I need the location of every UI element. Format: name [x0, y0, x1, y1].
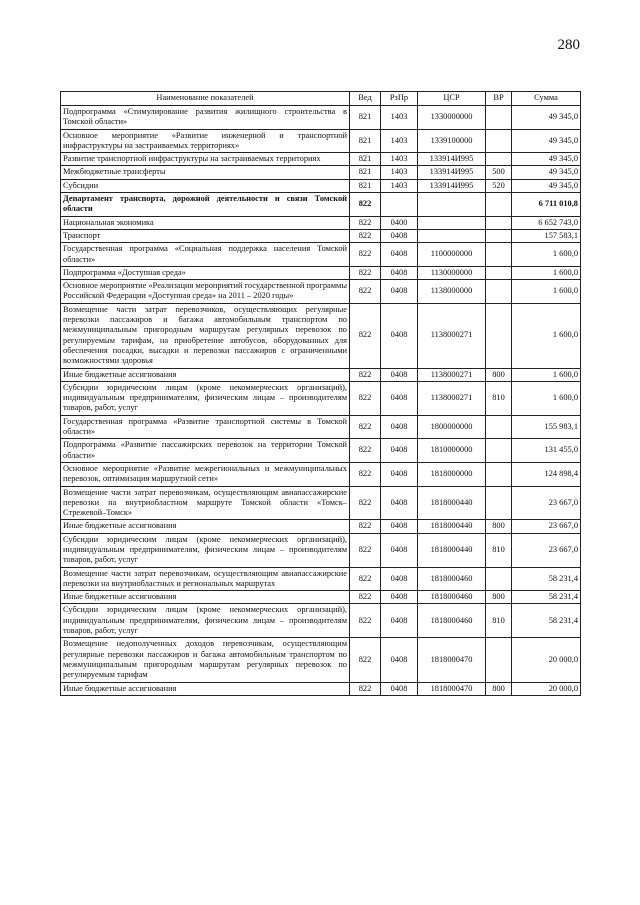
row-rzpr: 0408 [381, 591, 418, 604]
row-name: Возмещение недополученных доходов перевозчикам, осуществляющим регулярные перевозки пассажиров и багажа автомобильным транспортом по межмуниципальным пригородным маршрутам регулярных перевозок по регулируемым тарифам [61, 638, 350, 682]
row-vr: 800 [486, 520, 512, 533]
row-sum: 1 600,0 [512, 303, 581, 368]
table-row [61, 179, 581, 192]
header-sum: Сумма [512, 92, 581, 106]
header-name: Наименование показателей [61, 92, 350, 106]
row-vr [486, 229, 512, 242]
table-row [61, 439, 581, 463]
row-ved: 822 [350, 243, 381, 267]
row-csr [418, 229, 486, 242]
row-vr [486, 638, 512, 682]
row-name: Транспорт [61, 229, 350, 242]
row-rzpr: 1403 [381, 179, 418, 192]
row-csr: 1818000470 [418, 638, 486, 682]
row-vr [486, 193, 512, 217]
row-csr: 1339100000 [418, 129, 486, 153]
row-ved: 821 [350, 129, 381, 153]
row-vr: 810 [486, 604, 512, 638]
row-sum: 49 345,0 [512, 153, 581, 166]
row-vr [486, 567, 512, 591]
table-header [61, 92, 581, 106]
row-sum: 1 600,0 [512, 266, 581, 279]
row-csr: 1818000440 [418, 520, 486, 533]
row-vr: 810 [486, 533, 512, 567]
row-csr: 1818000470 [418, 682, 486, 695]
row-rzpr: 0408 [381, 280, 418, 304]
row-name: Субсидии юридическим лицам (кроме некоммерческих организаций), индивидуальным предпринимателям, физическим лицам – производителям товаров, работ, услуг [61, 604, 350, 638]
table-row [61, 229, 581, 242]
row-ved: 822 [350, 368, 381, 381]
row-rzpr: 1403 [381, 166, 418, 179]
row-rzpr: 0408 [381, 368, 418, 381]
table-row [61, 604, 581, 638]
row-csr: 1810000000 [418, 439, 486, 463]
row-rzpr: 0408 [381, 243, 418, 267]
row-vr [486, 486, 512, 520]
row-ved: 822 [350, 591, 381, 604]
row-rzpr: 0408 [381, 567, 418, 591]
row-ved: 822 [350, 533, 381, 567]
row-vr: 800 [486, 682, 512, 695]
table-row [61, 462, 581, 486]
row-name: Возмещение части затрат перевозчиков, осуществляющих регулярные перевозки пассажиров и багажа автомобильным транспортом по межмуниципальным пригородным маршрутам регулярных перевозок по регулируемым тарифам, на приобретение автобусов, оборудованных для обеспечения посадки, высадки и перевозки пассажиров с ограниченными возможностями здоровья [61, 303, 350, 368]
row-ved: 822 [350, 193, 381, 217]
table-row [61, 415, 581, 439]
row-ved: 822 [350, 381, 381, 415]
row-csr: 1138000271 [418, 381, 486, 415]
row-sum: 157 583,1 [512, 229, 581, 242]
table-row [61, 243, 581, 267]
page-number: 280 [557, 37, 580, 53]
row-name: Межбюджетные трансферты [61, 166, 350, 179]
row-sum: 49 345,0 [512, 179, 581, 192]
row-ved: 821 [350, 153, 381, 166]
row-csr [418, 193, 486, 217]
row-csr: 1138000271 [418, 303, 486, 368]
row-vr [486, 415, 512, 439]
table-row [61, 486, 581, 520]
row-sum: 20 000,0 [512, 682, 581, 695]
row-vr [486, 303, 512, 368]
row-name: Иные бюджетные ассигнования [61, 368, 350, 381]
row-name: Департамент транспорта, дорожной деятельности и связи Томской области [61, 193, 350, 217]
row-name: Развитие транспортной инфраструктуры на застраиваемых территориях [61, 153, 350, 166]
row-csr: 1330000000 [418, 106, 486, 130]
row-sum: 49 345,0 [512, 166, 581, 179]
row-name: Субсидии юридическим лицам (кроме некоммерческих организаций), индивидуальным предпринимателям, физическим лицам – производителям товаров, работ, услуг [61, 533, 350, 567]
row-name: Субсидии юридическим лицам (кроме некоммерческих организаций), индивидуальным предпринимателям, физическим лицам – производителям товаров, работ, услуг [61, 381, 350, 415]
row-rzpr: 0408 [381, 604, 418, 638]
row-csr: 1800000000 [418, 415, 486, 439]
header-rzpr: РзПр [381, 92, 418, 106]
row-sum: 131 455,0 [512, 439, 581, 463]
row-ved: 822 [350, 439, 381, 463]
table-row [61, 381, 581, 415]
row-vr [486, 243, 512, 267]
row-name: Государственная программа «Развитие транспортной системы в Томской области» [61, 415, 350, 439]
row-name: Подпрограмма «Стимулирование развития жилищного строительства в Томской области» [61, 106, 350, 130]
row-ved: 822 [350, 266, 381, 279]
row-csr: 1818000440 [418, 486, 486, 520]
row-ved: 822 [350, 567, 381, 591]
table-row [61, 153, 581, 166]
header-row [61, 92, 581, 106]
row-csr: 133914И995 [418, 166, 486, 179]
row-name: Подпрограмма «Развитие пассажирских перевозок на территории Томской области» [61, 439, 350, 463]
row-rzpr: 0408 [381, 229, 418, 242]
row-csr: 1818000000 [418, 462, 486, 486]
row-rzpr: 0408 [381, 303, 418, 368]
row-csr: 1130000000 [418, 266, 486, 279]
row-rzpr: 0408 [381, 462, 418, 486]
table-row [61, 280, 581, 304]
row-sum: 23 667,0 [512, 486, 581, 520]
row-ved: 822 [350, 520, 381, 533]
row-sum: 23 667,0 [512, 533, 581, 567]
row-sum: 20 000,0 [512, 638, 581, 682]
row-vr [486, 439, 512, 463]
table-row [61, 682, 581, 695]
row-ved: 821 [350, 106, 381, 130]
row-vr [486, 266, 512, 279]
row-sum: 23 667,0 [512, 520, 581, 533]
row-vr [486, 106, 512, 130]
budget-table [60, 91, 581, 696]
row-vr: 800 [486, 591, 512, 604]
row-rzpr: 0408 [381, 415, 418, 439]
row-sum: 6 652 743,0 [512, 216, 581, 229]
row-name: Возмещение части затрат перевозчикам, осуществляющим авиапассажирские перевозки на внутриобластных и региональных маршрутах [61, 567, 350, 591]
table-row [61, 567, 581, 591]
row-sum: 58 231,4 [512, 567, 581, 591]
row-csr: 1138000271 [418, 368, 486, 381]
table-row [61, 266, 581, 279]
row-csr [418, 216, 486, 229]
header-vr: ВР [486, 92, 512, 106]
table-row [61, 106, 581, 130]
row-name: Иные бюджетные ассигнования [61, 591, 350, 604]
row-sum: 49 345,0 [512, 129, 581, 153]
row-vr: 520 [486, 179, 512, 192]
row-rzpr: 0408 [381, 439, 418, 463]
row-sum: 1 600,0 [512, 243, 581, 267]
row-rzpr: 0408 [381, 682, 418, 695]
row-ved: 821 [350, 166, 381, 179]
row-ved: 822 [350, 280, 381, 304]
row-vr [486, 462, 512, 486]
table-row [61, 520, 581, 533]
row-name: Государственная программа «Социальная поддержка населения Томской области» [61, 243, 350, 267]
row-ved: 822 [350, 682, 381, 695]
row-sum: 124 898,4 [512, 462, 581, 486]
row-csr: 133914И995 [418, 179, 486, 192]
row-name: Национальная экономика [61, 216, 350, 229]
row-vr [486, 129, 512, 153]
row-rzpr: 0408 [381, 266, 418, 279]
table-row [61, 166, 581, 179]
row-rzpr: 1403 [381, 153, 418, 166]
row-rzpr [381, 193, 418, 217]
row-vr: 500 [486, 166, 512, 179]
table-row [61, 193, 581, 217]
table-row [61, 216, 581, 229]
row-ved: 822 [350, 229, 381, 242]
row-name: Подпрограмма «Доступная среда» [61, 266, 350, 279]
row-ved: 822 [350, 303, 381, 368]
row-csr: 1100000000 [418, 243, 486, 267]
row-ved: 822 [350, 415, 381, 439]
row-csr: 1818000440 [418, 533, 486, 567]
row-csr: 1818000460 [418, 604, 486, 638]
row-sum: 1 600,0 [512, 368, 581, 381]
row-sum: 49 345,0 [512, 106, 581, 130]
header-csr: ЦСР [418, 92, 486, 106]
row-vr [486, 280, 512, 304]
row-name: Субсидии [61, 179, 350, 192]
row-name: Основное мероприятие «Реализация мероприятий государственной программы Российской Федерации «Доступная среда» на 2011 – 2020 годы» [61, 280, 350, 304]
table-row [61, 533, 581, 567]
row-rzpr: 0400 [381, 216, 418, 229]
row-rzpr: 0408 [381, 520, 418, 533]
row-sum: 155 983,1 [512, 415, 581, 439]
row-vr [486, 216, 512, 229]
row-rzpr: 0408 [381, 533, 418, 567]
row-vr: 800 [486, 368, 512, 381]
row-sum: 58 231,4 [512, 591, 581, 604]
row-sum: 6 711 010,8 [512, 193, 581, 217]
header-ved: Вед [350, 92, 381, 106]
row-rzpr: 1403 [381, 129, 418, 153]
row-sum: 58 231,4 [512, 604, 581, 638]
row-ved: 822 [350, 486, 381, 520]
row-vr: 810 [486, 381, 512, 415]
row-rzpr: 0408 [381, 381, 418, 415]
row-rzpr: 1403 [381, 106, 418, 130]
row-vr [486, 153, 512, 166]
row-name: Основное мероприятие «Развитие межрегиональных и межмуниципальных перевозок, оптимизация маршрутной сети» [61, 462, 350, 486]
row-csr: 1818000460 [418, 591, 486, 604]
row-ved: 822 [350, 462, 381, 486]
table-body [61, 106, 581, 696]
row-csr: 1138000000 [418, 280, 486, 304]
table-row [61, 591, 581, 604]
row-sum: 1 600,0 [512, 280, 581, 304]
row-csr: 133914И995 [418, 153, 486, 166]
row-ved: 822 [350, 216, 381, 229]
row-ved: 822 [350, 638, 381, 682]
table-row [61, 303, 581, 368]
table-row [61, 129, 581, 153]
row-sum: 1 600,0 [512, 381, 581, 415]
row-ved: 821 [350, 179, 381, 192]
table-row [61, 368, 581, 381]
row-name: Иные бюджетные ассигнования [61, 520, 350, 533]
row-ved: 822 [350, 604, 381, 638]
table-row [61, 638, 581, 682]
row-name: Иные бюджетные ассигнования [61, 682, 350, 695]
row-rzpr: 0408 [381, 486, 418, 520]
row-name: Основное мероприятие «Развитие инженерной и транспортной инфраструктуры на застраиваемых территориях» [61, 129, 350, 153]
row-name: Возмещение части затрат перевозчикам, осуществляющим авиапассажирские перевозки на внутриобластном маршруте Томской области «Томск–Стрежевой–Томск» [61, 486, 350, 520]
row-rzpr: 0408 [381, 638, 418, 682]
row-csr: 1818000460 [418, 567, 486, 591]
